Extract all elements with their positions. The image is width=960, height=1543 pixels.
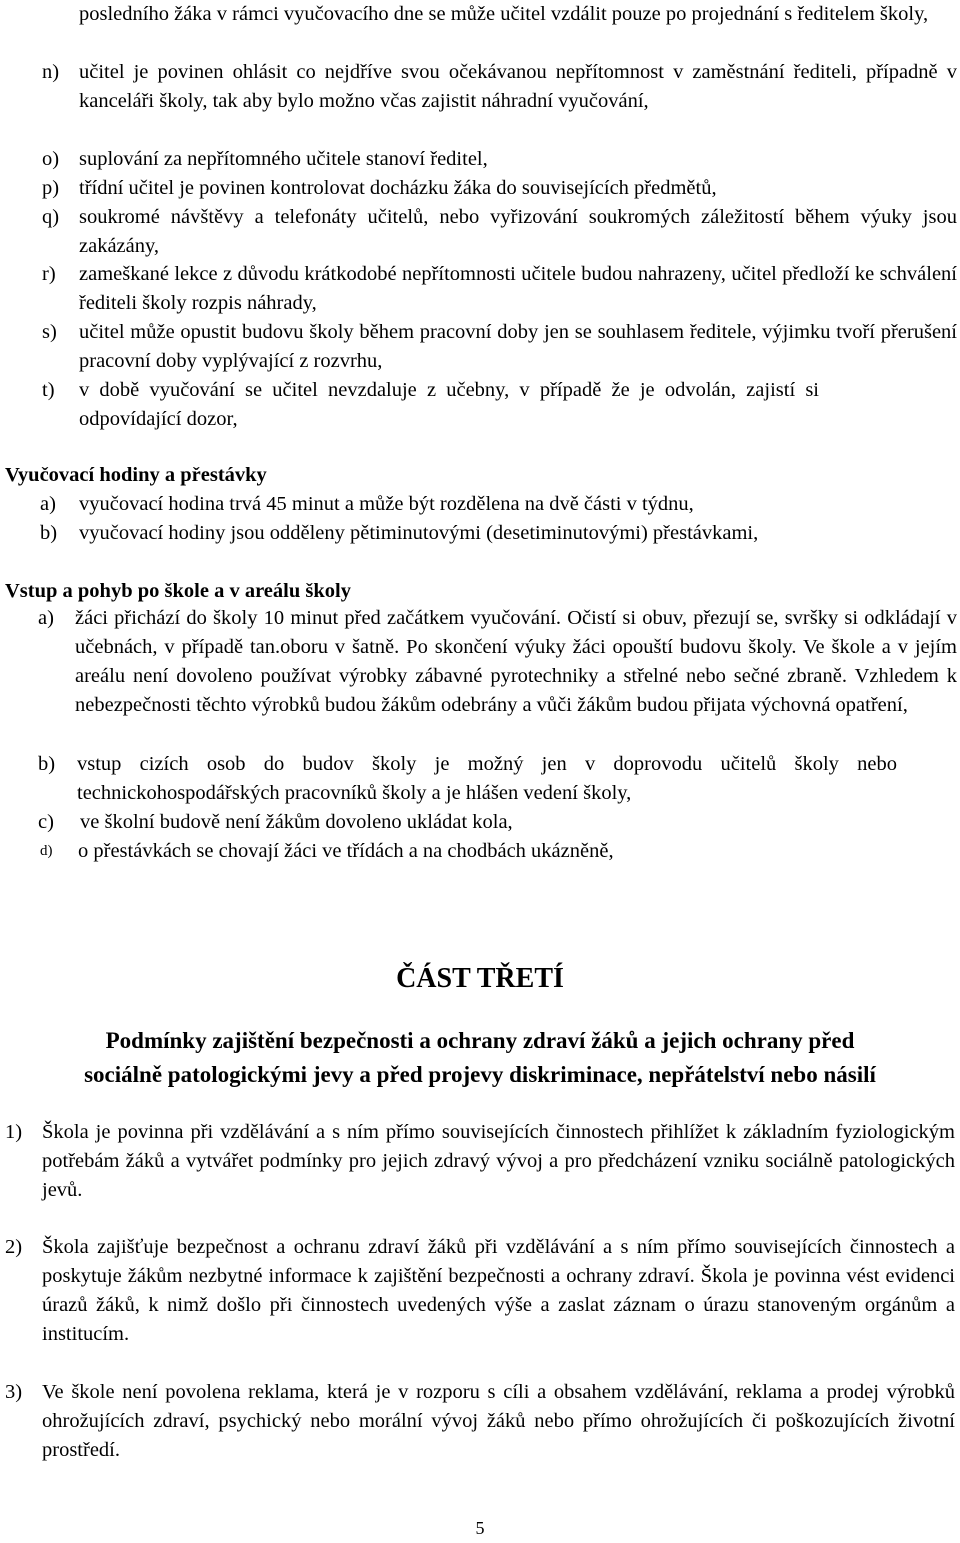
- numbered-item-1: [5, 1118, 955, 1205]
- list-item-entry-a: [38, 604, 957, 720]
- list-marker: 1): [5, 1121, 23, 1143]
- list-marker: q): [42, 206, 60, 228]
- list-item-text: o přestávkách se chovají žáci ve třídách a na chodbách ukázněně,: [78, 840, 614, 862]
- numbered-item-3: [5, 1378, 955, 1465]
- list-marker: s): [42, 321, 57, 343]
- list-item-text: soukromé návštěvy a telefonáty učitelů, nebo vyřizování soukromých záležitostí během výuky jsou zakázány,: [79, 206, 957, 257]
- list-marker: o): [42, 148, 60, 170]
- list-item-text: zameškané lekce z důvodu krátkodobé nepřítomnosti učitele budou nahrazeny, učitel předloží ke schválení řediteli školy rozpis náhrady,: [79, 263, 957, 314]
- list-item-text: učitel může opustit budovu školy během pracovní doby jen se souhlasem ředitele, výjimku tvoří přerušení pracovní doby vyplývající z rozvrhu,: [79, 321, 957, 372]
- numbered-item-2: [5, 1233, 955, 1349]
- list-marker: p): [42, 177, 60, 199]
- list-marker: a): [38, 607, 54, 629]
- page-number: 5: [475, 1518, 485, 1538]
- list-marker: a): [40, 493, 56, 515]
- list-item-text: ve školní budově není žákům dovoleno ukládat kola,: [80, 811, 513, 833]
- list-item-p: [42, 174, 957, 203]
- list-item-lessons-b: [40, 519, 957, 548]
- list-item-s: [42, 318, 957, 376]
- list-item-text: učitel je povinen ohlásit co nejdříve svou očekávanou nepřítomnost v zaměstnání řediteli, případně v kanceláři školy, tak aby bylo možno včas zajistit náhradní vyučování,: [79, 61, 957, 112]
- list-item-text: Škola zajišťuje bezpečnost a ochranu zdraví žáků při vzdělávání a s ním přímo souvisejících činnostech a poskytuje žákům nezbytné informace k zajištění bezpečnosti a ochrany zdraví. Škola je povinna vést evidenci úrazů žáků, k nimž došlo při činnostech uvedených výše a zaslat záznam o úrazu stanoveným orgánům a institucím.: [42, 1236, 955, 1345]
- list-marker: d): [40, 843, 53, 859]
- part-subtitle-line-2: sociálně patologickými jevy a před projevy diskriminace, nepřátelství nebo násilí: [84, 1062, 876, 1087]
- list-marker: b): [38, 753, 56, 775]
- list-item-entry-d: [40, 837, 898, 866]
- list-marker: t): [42, 379, 55, 401]
- list-item-text: třídní učitel je povinen kontrolovat docházku žáka do souvisejících předmětů,: [79, 177, 717, 199]
- list-marker: n): [42, 61, 60, 83]
- list-item-text: Škola je povinna při vzdělávání a s ním přímo souvisejících činnostech přihlížet k základním fyziologickým potřebám žáků a vytvářet podmínky pro jejich zdravý vývoj a pro předcházení vzniku sociálně patologických jevů.: [42, 1121, 955, 1201]
- list-item-text: suplování za nepřítomného učitele stanoví ředitel,: [79, 148, 488, 170]
- list-marker: r): [42, 263, 56, 285]
- part-title: ČÁST TŘETÍ: [396, 963, 564, 994]
- list-item-r: [42, 260, 957, 318]
- list-marker: b): [40, 522, 58, 544]
- list-marker: c): [38, 811, 54, 833]
- section-heading-lessons: Vyučovací hodiny a přestávky: [5, 464, 267, 486]
- continuation-paragraph: posledního žáka v rámci vyučovacího dne se může učitel vzdálit pouze po projednání s ředitelem školy,: [79, 3, 929, 25]
- list-item-text: Ve škole není povolena reklama, která je v rozporu s cíli a obsahem vzdělávání, reklama a prodej výrobků ohrožujících zdraví, psychický nebo morální vývoj žáků nebo přímo ohrožujících či poškozujících životní prostředí.: [42, 1381, 955, 1461]
- list-item-o: [42, 145, 957, 174]
- list-item-entry-b: [38, 750, 897, 808]
- list-item-entry-c: [38, 808, 900, 837]
- section-heading-entry: Vstup a pohyb po škole a v areálu školy: [5, 580, 351, 602]
- list-item-n: [42, 58, 957, 116]
- list-item-q: [42, 203, 957, 261]
- list-item-text: žáci přichází do školy 10 minut před začátkem vyučování. Očistí si obuv, přezují se, svršky si odkládají v učebnách, v případě tan.oboru v šatně. Po skončení výuky žáci opouští budovu školy. Ve škole a v jejím areálu není dovoleno používat výrobky zábavné pyrotechniky a střelné nebo sečné zbraně. Vzhledem k nebezpečnosti těchto výrobků budou žákům odebrány a vůči žákům budou přijata výchovná opatření,: [75, 607, 957, 716]
- list-item-text: vstup cizích osob do budov školy je možný jen v doprovodu učitelů školy nebo technickohospodářských pracovníků školy a je hlášen vedení školy,: [77, 753, 897, 804]
- list-marker: 3): [5, 1381, 23, 1403]
- part-subtitle-line-1: Podmínky zajištění bezpečnosti a ochrany zdraví žáků a jejich ochrany před: [105, 1028, 855, 1053]
- list-item-text: vyučovací hodina trvá 45 minut a může být rozdělena na dvě části v týdnu,: [79, 493, 694, 515]
- list-item-text: v době vyučování se učitel nevzdaluje z učebny, v případě že je odvolán, zajistí si odpovídající dozor,: [79, 379, 819, 430]
- list-item-t: [42, 376, 819, 434]
- list-item-lessons-a: [40, 490, 957, 519]
- list-marker: 2): [5, 1236, 23, 1258]
- list-item-text: vyučovací hodiny jsou odděleny pětiminutovými (desetiminutovými) přestávkami,: [79, 522, 759, 544]
